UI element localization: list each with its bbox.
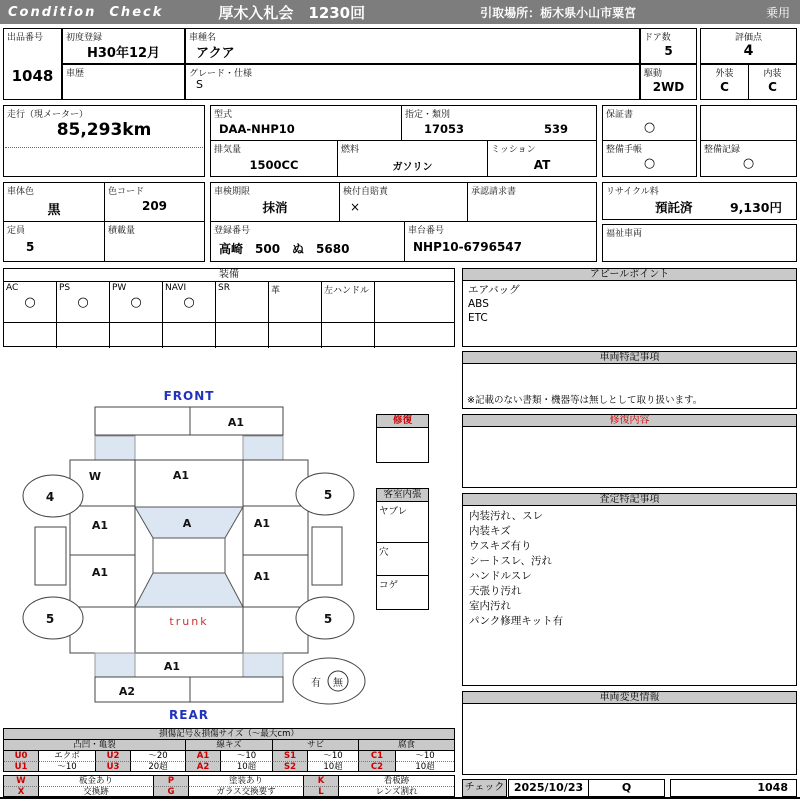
cabin-interior-title: 客室内張: [377, 489, 428, 502]
color-code-cell: [104, 182, 205, 222]
equipment-value: ○: [183, 295, 195, 310]
legend-desc: 10超: [308, 761, 359, 771]
body-color-cell: [3, 182, 105, 222]
cabin-row-label: ヤブレ: [379, 506, 408, 517]
equipment-empty-cell: [269, 323, 322, 348]
auction-title: 厚木入札会 1230回: [218, 3, 366, 22]
legend-code: U2: [96, 751, 131, 761]
warranty-label: 保証書: [606, 110, 634, 120]
front-left-door-mark: A1: [91, 519, 109, 532]
assessment-notes-panel: [462, 493, 797, 686]
legend-group: 線キズ: [186, 740, 273, 751]
legend-code: S2: [273, 761, 308, 771]
capacity-label: 定員: [7, 226, 26, 236]
assessment-line: パンク修理キット有: [469, 615, 564, 627]
rear-panel-mark: A1: [163, 660, 181, 673]
cabin-row-burn: [377, 576, 428, 608]
maintenance-book-label: 整備手帳: [606, 145, 643, 155]
legend-desc: 塗装あり: [189, 776, 304, 786]
legend-code: A1: [186, 751, 221, 761]
inspection-cell: [210, 182, 340, 222]
legend-row: [4, 751, 454, 761]
legend-code: U3: [96, 761, 131, 771]
mileage-cell: [3, 105, 205, 177]
legend-code: C2: [359, 761, 396, 771]
assessment-line: 内装汚れ、スレ: [469, 510, 544, 522]
equipment-value: ○: [77, 295, 89, 310]
front-bumper-mark: A1: [227, 416, 245, 429]
legend-desc: 10超: [221, 761, 273, 771]
legend-desc: ～10: [221, 751, 273, 761]
score-value: 4: [743, 43, 754, 59]
legend-code: K: [304, 776, 339, 786]
grade-cell: [185, 64, 640, 100]
assessment-line: ハンドルスレ: [469, 570, 532, 582]
change-info-title: 車両変更情報: [462, 691, 797, 704]
equipment-label: 革: [271, 286, 281, 296]
headlight-right-shape: [243, 436, 283, 460]
chassis-number-label: 車台番号: [408, 226, 445, 236]
vehicle-notes-body: [462, 364, 797, 409]
legend-desc: 看板跡: [383, 776, 410, 786]
change-info-panel: [462, 691, 797, 775]
maintenance-book-cell: [602, 140, 697, 177]
fuel-label: 燃料: [341, 145, 360, 155]
damage-legend-groups: [4, 740, 454, 751]
appeal-panel-title: アピールポイント: [462, 268, 797, 281]
legend-code: S1: [273, 751, 308, 761]
score-cell: [700, 28, 797, 64]
approval-request-cell: [467, 182, 597, 222]
assessment-line: シートスレ、汚れ: [469, 555, 553, 567]
equipment-label: 左ハンドル: [324, 286, 370, 296]
legend-desc: レンズ割れ: [339, 786, 454, 796]
equipment-label: PW: [112, 283, 127, 293]
displacement-cell: [210, 140, 338, 177]
model-name-label: 車種名: [189, 33, 217, 43]
check-inspector: Q: [588, 779, 665, 797]
legend-desc: 10超: [396, 761, 454, 771]
body-color-label: 車体色: [7, 187, 35, 197]
recycle-fee-value: 9,130円: [729, 200, 782, 215]
maintenance-book-value: ○: [643, 156, 656, 171]
repair-mini-title: 修復: [377, 415, 428, 428]
designation-cell: [401, 105, 597, 141]
insurance-label: 検付自賠責: [343, 187, 389, 197]
front-bumper-shape: [95, 407, 283, 435]
mileage-value: 85,293km: [56, 120, 152, 140]
lot-number-cell: [3, 28, 62, 100]
taillight-left-shape: [95, 653, 135, 677]
equipment-value: ○: [24, 295, 36, 310]
legend-desc: 交換跡: [39, 786, 154, 796]
doors-value: 5: [664, 44, 673, 58]
load-capacity-label: 積載量: [108, 226, 136, 236]
interior-grade-label: 内装: [763, 69, 782, 79]
cabin-row-label: 穴: [379, 547, 389, 558]
load-capacity-cell: [104, 221, 205, 262]
fuel-cell: [337, 140, 488, 177]
history-cell: [62, 64, 185, 100]
history-label: 車歴: [66, 69, 85, 79]
headlight-left-shape: [95, 436, 135, 460]
tire-front-right-value: 5: [323, 488, 333, 502]
change-info-body: [462, 704, 797, 775]
mileage-label: 走行（現メーター）: [7, 110, 89, 120]
equipment-empty-cell: [4, 323, 57, 348]
appeal-panel-body: [462, 281, 797, 347]
repair-content-panel: [462, 414, 797, 488]
equipment-cell-leather: [269, 282, 322, 322]
appeal-line: エアバッグ: [468, 284, 520, 296]
vehicle-notes-panel: [462, 351, 797, 409]
cabin-row-label: コゲ: [379, 580, 399, 591]
registration-number-value: 高崎 500 ぬ 5680: [219, 242, 350, 256]
bottom-rule: [0, 797, 800, 799]
color-code-value: 209: [141, 199, 168, 213]
score-label: 評価点: [734, 33, 762, 43]
legend-code: A2: [186, 761, 221, 771]
equipment-label: SR: [218, 283, 230, 293]
cabin-row-tear: [377, 502, 428, 543]
designation-number: 17053: [424, 122, 465, 136]
legend-desc: ガラス交換要す: [189, 786, 304, 796]
appeal-panel: [462, 268, 797, 347]
equipment-cell-lhd: [322, 282, 375, 322]
capacity-value: 5: [26, 240, 35, 254]
tire-rear-right-value: 5: [323, 612, 333, 626]
first-registration-label: 初度登録: [66, 33, 103, 43]
repair-code-legend-table: [3, 775, 455, 797]
interior-grade-value: C: [768, 80, 777, 94]
model-code-cell: [210, 105, 402, 141]
equipment-label: NAVI: [165, 283, 187, 293]
legend-code: C1: [359, 751, 396, 761]
repair-content-body: [462, 427, 797, 488]
chassis-number-cell: [404, 221, 597, 262]
transmission-label: ミッション: [491, 145, 536, 155]
equipment-row: [4, 282, 454, 323]
legend-group: サビ: [273, 740, 359, 751]
assessment-line: ウスキズ有り: [469, 540, 532, 552]
legend-desc: ～10: [39, 761, 96, 771]
equipment-empty-cell: [110, 323, 163, 348]
drive-label: 駆動: [644, 69, 663, 79]
equipment-cell-ac: [4, 282, 57, 322]
brand-logo: Condition Check: [8, 4, 164, 20]
designation-label: 指定・類別: [405, 110, 451, 120]
legend-code: G: [154, 786, 189, 796]
rear-right-door-mark: A1: [253, 570, 271, 583]
displacement-value: 1500CC: [249, 158, 299, 172]
equipment-empty-cell: [322, 323, 375, 348]
recycle-fee-cell: [602, 182, 797, 220]
front-left-fender-mark: W: [88, 470, 102, 483]
check-date: 2025/10/23: [508, 779, 589, 797]
assessment-notes-title: 査定特記事項: [462, 493, 797, 506]
maintenance-record-value: ○: [742, 156, 755, 171]
legend-desc: ～10: [415, 751, 435, 761]
rear-direction-label: REAR: [169, 708, 209, 722]
equipment-cell-ps: [57, 282, 110, 322]
cabin-interior-box: [376, 488, 429, 610]
assessment-line: 天張り汚れ: [469, 585, 522, 597]
recycle-fee-label: リサイクル料: [606, 187, 659, 197]
check-lot-number: 1048: [670, 779, 797, 797]
front-direction-label: FRONT: [163, 389, 215, 403]
exterior-grade-cell: [700, 64, 749, 100]
equipment-row-empty: [4, 323, 454, 348]
assessment-line: 室内汚れ: [469, 600, 511, 612]
legend-code: U1: [4, 761, 39, 771]
roof-shape: [153, 538, 225, 573]
first-registration-value: H30年12月: [86, 46, 161, 61]
rear-bumper-mark: A2: [118, 685, 136, 698]
mileage-divider: [5, 147, 203, 148]
equipment-title: 装備: [4, 269, 454, 282]
damage-legend-title: 損傷記号＆損傷サイズ（～最大cm）: [4, 729, 454, 740]
rear-left-door-mark: A1: [91, 566, 109, 579]
equipment-value: ○: [130, 295, 142, 310]
maintenance-record-label: 整備記録: [704, 145, 741, 155]
registration-number-label: 登録番号: [214, 226, 251, 236]
equipment-cell-navi: [163, 282, 216, 322]
rear-window-shape: [135, 573, 243, 607]
spare-has-label: 有: [311, 678, 321, 689]
pickup-location: 引取場所：栃木県小山市粟宮: [480, 5, 637, 20]
color-code-label: 色コード: [108, 187, 145, 197]
title-bar: [0, 0, 800, 24]
chassis-number-value: NHP10-6796547: [413, 240, 523, 254]
legend-group: 凸凹・亀裂: [4, 740, 186, 751]
legend-row: [4, 776, 454, 786]
lot-number-value: 1048: [11, 67, 54, 85]
assessment-line: 内装キズ: [469, 525, 511, 537]
fuel-value: ガソリン: [392, 162, 433, 173]
equipment-empty-cell: [57, 323, 110, 348]
transmission-cell: [487, 140, 597, 177]
doors-label: ドア数: [644, 33, 671, 43]
side-sill-right-shape: [312, 527, 342, 585]
windshield-mark: A: [182, 517, 192, 530]
legend-code: X: [4, 786, 39, 796]
drive-cell: [640, 64, 697, 100]
legend-code: L: [304, 786, 339, 796]
model-name-cell: [185, 28, 640, 64]
taillight-right-shape: [243, 653, 283, 677]
damage-legend-table: [3, 728, 455, 772]
legend-row: [4, 786, 454, 796]
grade-value: S: [196, 78, 203, 91]
approval-request-label: 承認請求書: [471, 187, 517, 197]
front-right-door-mark: A1: [253, 517, 271, 530]
trunk-label: trunk: [169, 615, 209, 628]
first-registration-cell: [62, 28, 185, 64]
legend-desc: ～10: [308, 751, 359, 761]
inspection-value: 抹消: [262, 200, 288, 215]
equipment-cell-extra: [375, 282, 454, 322]
legend-desc: 板金あり: [39, 776, 154, 786]
equipment-empty-cell: [163, 323, 216, 348]
inspection-label: 車検期限: [214, 187, 251, 197]
legend-desc: エクボ: [39, 751, 96, 761]
drive-value: 2WD: [652, 80, 685, 94]
interior-grade-cell: [748, 64, 797, 100]
registration-number-cell: [210, 221, 405, 262]
tire-rear-left-value: 5: [45, 612, 55, 626]
equipment-empty-cell: [375, 323, 454, 348]
welfare-vehicle-label: 福祉車両: [606, 229, 643, 239]
equipment-empty-cell: [216, 323, 269, 348]
legend-desc: ～20: [131, 751, 186, 761]
appeal-line: ABS: [468, 298, 489, 310]
warranty-cell: [602, 105, 697, 141]
legend-row: [4, 761, 454, 771]
side-sill-left-shape: [35, 527, 66, 585]
equipment-cell-pw: [110, 282, 163, 322]
capacity-cell: [3, 221, 105, 262]
equipment-label: PS: [59, 283, 71, 293]
exterior-grade-label: 外装: [715, 69, 734, 79]
legend-code: U0: [4, 751, 39, 761]
class-number: 539: [543, 122, 568, 136]
check-label: チェック: [462, 779, 507, 797]
legend-code: W: [4, 776, 39, 786]
equipment-table: [3, 268, 455, 347]
recycle-status: 預託済: [655, 200, 693, 215]
transmission-value: AT: [533, 158, 551, 172]
equipment-cell-sr: [216, 282, 269, 322]
legend-desc: 20超: [131, 761, 186, 771]
model-code-value: DAA-NHP10: [219, 122, 295, 136]
legend-code: P: [154, 776, 189, 786]
repair-mini-box: [376, 414, 429, 463]
vehicle-notes-note: ※記載のない書類・機器等は無しとして取り扱います。: [467, 395, 703, 406]
assessment-notes-body: [462, 506, 797, 686]
usage-type: 乗用: [765, 5, 790, 20]
exterior-grade-value: C: [720, 80, 729, 94]
spare-none-label: 無: [333, 678, 343, 689]
insurance-value: ×: [350, 200, 361, 214]
insurance-cell: [339, 182, 468, 222]
legend-group: 腐食: [359, 740, 454, 751]
body-color-value: 黒: [47, 203, 61, 218]
vehicle-notes-title: 車両特記事項: [462, 351, 797, 364]
equipment-label: AC: [6, 283, 19, 293]
displacement-label: 排気量: [214, 145, 242, 155]
doors-cell: [640, 28, 697, 64]
lot-number-label: 出品番号: [7, 33, 44, 43]
welfare-vehicle-cell: [602, 224, 797, 262]
model-name-value: アクア: [196, 46, 235, 61]
grade-label: グレード・仕様: [189, 69, 253, 79]
hood-mark: A1: [172, 469, 190, 482]
maintenance-record-cell: [700, 140, 797, 177]
spare-indicator-shape: [293, 658, 365, 704]
repair-content-title: 修復内容: [462, 414, 797, 427]
cabin-row-hole: [377, 543, 428, 576]
tire-front-left-value: 4: [45, 490, 55, 504]
model-code-label: 型式: [214, 110, 233, 120]
warranty-extra-cell: [700, 105, 797, 141]
appeal-line: ETC: [468, 312, 488, 324]
warranty-value: ○: [643, 120, 656, 135]
